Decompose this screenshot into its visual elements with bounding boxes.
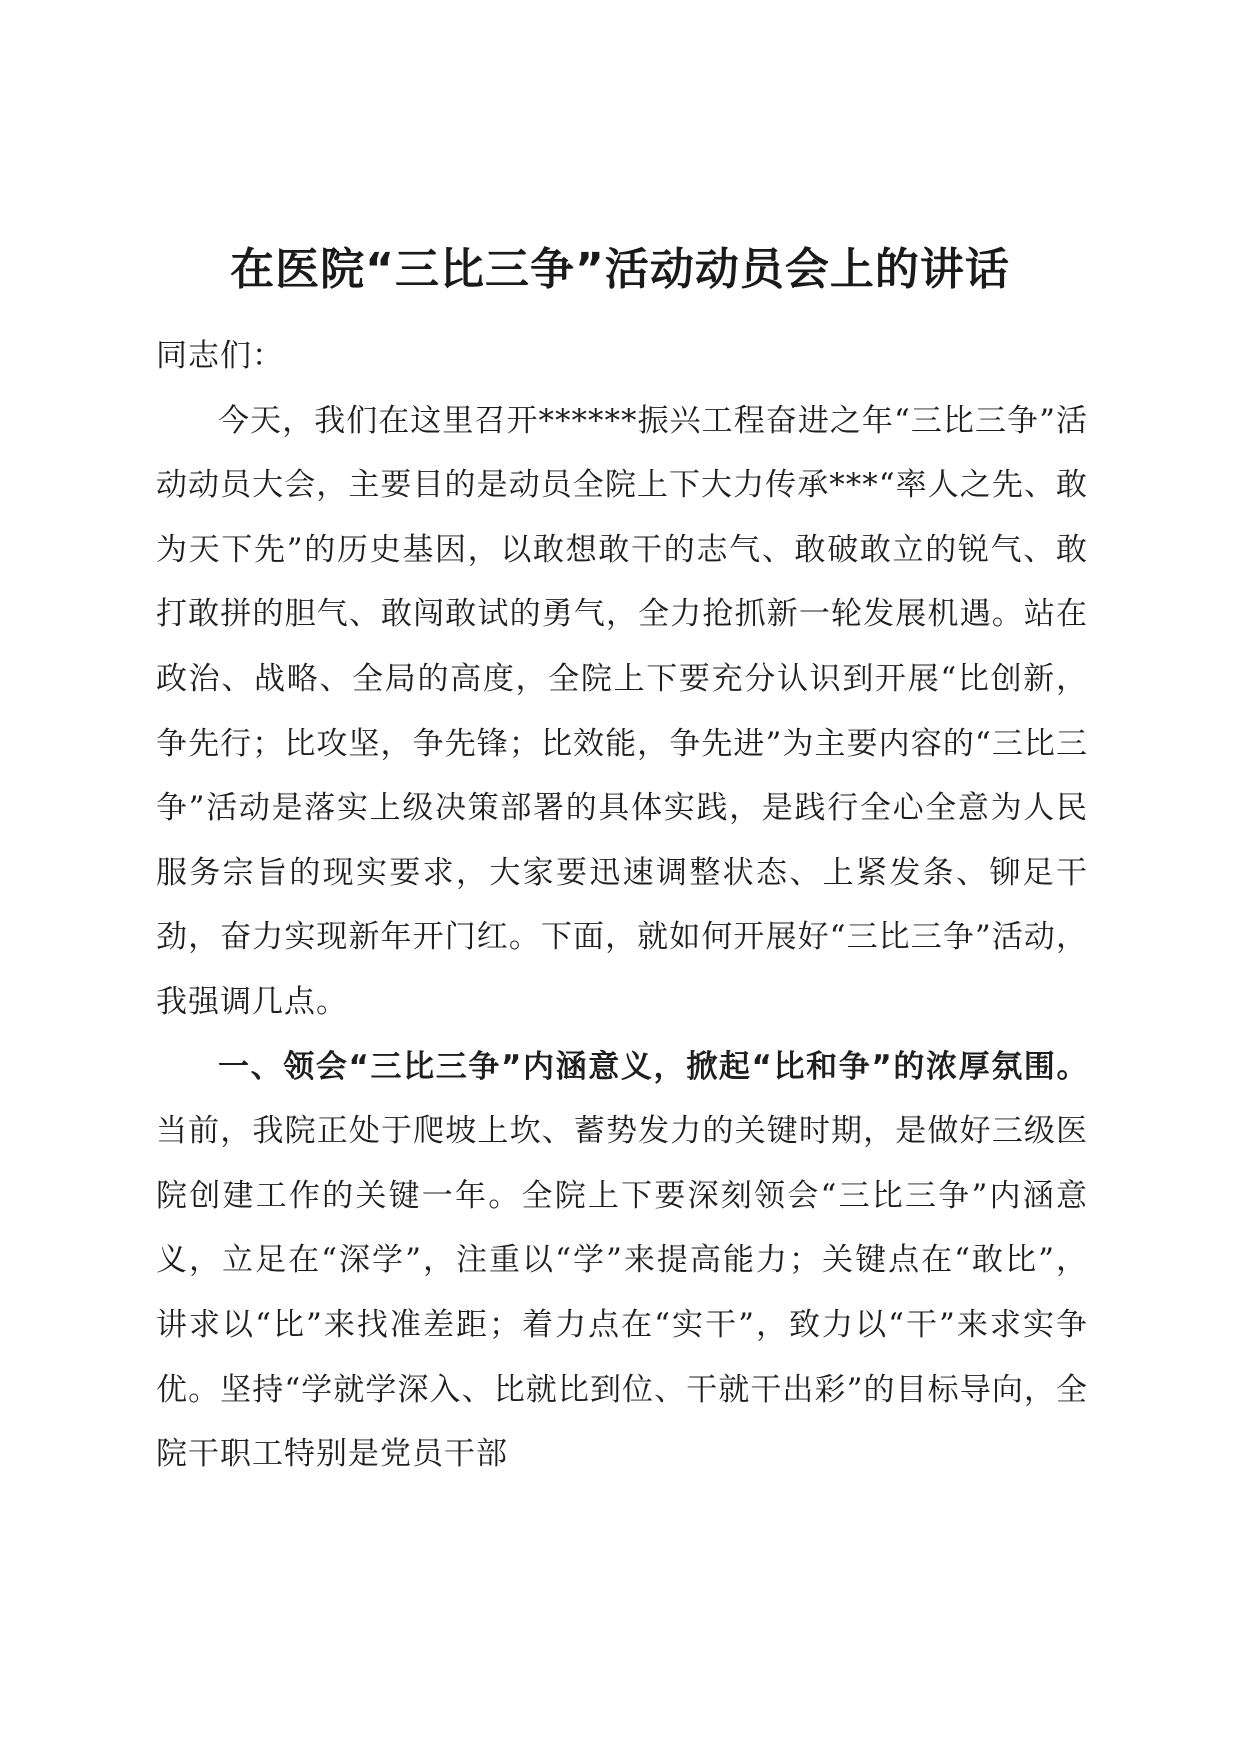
paragraph-section-1 [156, 1035, 1088, 1487]
section-1-body: 当前，我院正处于爬坡上坎、蓄势发力的关键时期，是做好三级医院创建工作的关键一年。全院上下要深刻领会“三比三争”内涵意义，立足在“深学”，注重以“学”来提高能力；关键点在“敢比”，讲求以“比”来找准差距；着力点在“实干”，致力以“干”来求实争优。坚持“学就学深入、比就比到位、干就干出彩”的目标导向，全院干职工特别是党员干部 [156, 1113, 1088, 1473]
document-body [156, 324, 1088, 1487]
document-title: 在医院“三比三争”活动动员会上的讲话 [230, 244, 1010, 295]
greeting-line: 同志们： [156, 338, 284, 374]
section-1-heading: 一、领会“三比三争”内涵意义，掀起“比和争”的浓厚氛围。 [218, 1048, 1088, 1085]
paragraph-intro: 今天，我们在这里召开******振兴工程奋进之年“三比三争”活动动员大会，主要目的是动员全院上下大力传承***“率人之先、敢为天下先”的历史基因，以敢想敢干的志气、敢破敢立的锐气、敢打敢拼的胆气、敢闯敢试的勇气，全力抢抓新一轮发展机遇。站在政治、战略、全局的高度，全院上下要充分认识到开展“比创新，争先行；比攻坚，争先锋；比效能，争先进”为主要内容的“三比三争”活动是落实上级决策部署的具体实践，是践行全心全意为人民服务宗旨的现实要求，大家要迅速调整状态、上紧发条、铆足干劲，奋力实现新年开门红。下面，就如何开展好“三比三争”活动，我强调几点。 [156, 402, 1088, 1020]
